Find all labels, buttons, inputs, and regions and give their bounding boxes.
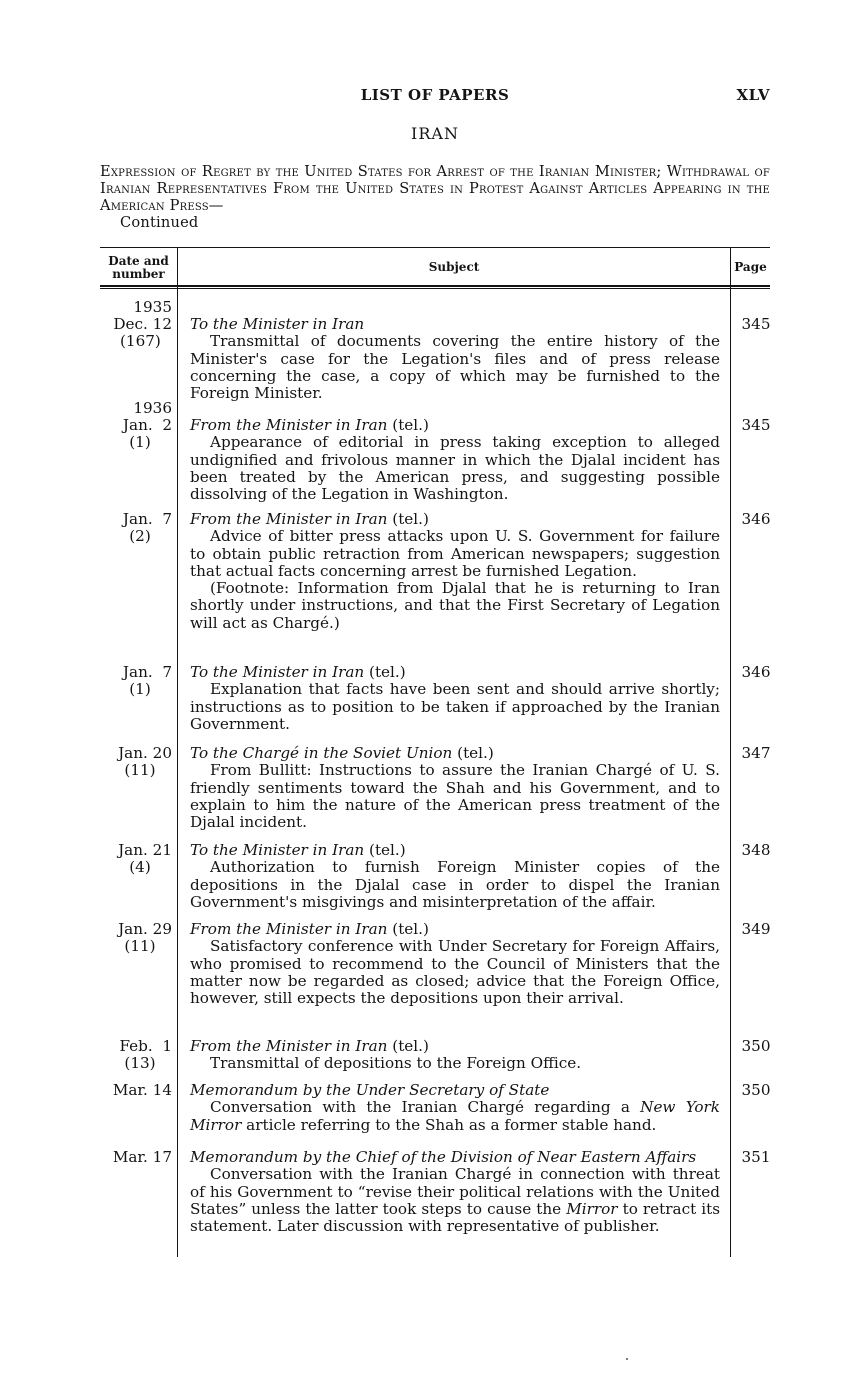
entry-date: Jan. 20 [118, 744, 172, 762]
entry-heading [190, 316, 720, 333]
entry-tel-marker: (tel.) [392, 416, 429, 434]
entry-subject [190, 417, 720, 503]
header-page: Page [734, 260, 767, 274]
entry-page: 346 [741, 510, 771, 528]
header-date-number: Date and number [108, 254, 169, 281]
entry-body: Conversation with the Iranian Chargé regarding a New York Mirror article referring to the Shah as a former stable hand. [190, 1098, 721, 1134]
entry-number: (4) [129, 858, 151, 876]
entry-page: 351 [741, 1148, 771, 1166]
entry-date: Mar. 17 [112, 1148, 172, 1166]
column-divider-date [177, 247, 178, 1257]
entry-body: Transmittal of depositions to the Foreign Office. [210, 1054, 582, 1073]
entry-subject [190, 842, 720, 911]
entry-number: (11) [124, 937, 156, 955]
entry-heading [190, 1149, 720, 1166]
entry-tel-marker: (tel.) [369, 663, 406, 681]
entry-heading-text: From the Minister in Iran [190, 510, 388, 528]
entry-heading [190, 1038, 720, 1055]
entry-page: 345 [741, 416, 771, 434]
entry-heading [190, 1082, 720, 1099]
entry-heading [190, 842, 720, 859]
entry-body: Explanation that facts have been sent and should arrive shortly; instructions as to position to be taken if approached by the Iranian Government. [190, 680, 720, 733]
entry-tel-marker: (tel.) [369, 841, 406, 859]
entry-date: Mar. 14 [112, 1081, 172, 1099]
page-speck [626, 1358, 628, 1360]
entry-heading-text: Memorandum by the Under Secretary of State [190, 1081, 550, 1099]
entry-number: (1) [129, 433, 151, 451]
entry-body: Advice of bitter press attacks upon U. S. Government for failure to obtain public retraction from American newspapers; suggestion that actual facts concerning arrest be furnished Legation. [190, 527, 720, 580]
entry-body: From Bullitt: Instructions to assure the Iranian Chargé of U. S. friendly sentiments toward the Shah and his Government, and to explain to him the nature of the American press treatment of the Djalal incident. [190, 761, 720, 832]
entry-year: 1935 [133, 298, 172, 316]
entry-heading-text: To the Minister in Iran [190, 663, 365, 681]
running-head-title: LIST OF PAPERS [360, 86, 510, 104]
country-heading: IRAN [411, 124, 459, 143]
entry-subject [190, 664, 720, 733]
header-rule-thin [100, 288, 770, 289]
entry-page: 348 [741, 841, 771, 859]
entry-number: (2) [129, 527, 151, 545]
entry-year: 1936 [133, 399, 172, 417]
entry-page: 345 [741, 315, 771, 333]
entry-heading [190, 664, 720, 681]
entry-tel-marker: (tel.) [392, 920, 429, 938]
entry-subject [190, 1038, 720, 1073]
header-subject: Subject [428, 260, 480, 274]
entry-subject [190, 1149, 720, 1235]
entry-body: Authorization to furnish Foreign Minister copies of the depositions in the Djalal case in order to dispel the Iranian Government's misgivings and misinterpretation of the affair. [190, 858, 720, 911]
entry-page: 347 [741, 744, 771, 762]
entry-tel-marker: (tel.) [392, 510, 429, 528]
entry-date: Jan. 7 [122, 510, 172, 528]
entry-date: Feb. 1 [119, 1037, 172, 1055]
entry-heading-text: From the Minister in Iran [190, 920, 388, 938]
entry-date: Dec. 12 [113, 315, 172, 333]
entry-page: 349 [741, 920, 771, 938]
entry-tel-marker: (tel.) [392, 1037, 429, 1055]
running-head [100, 86, 770, 108]
entry-date: Jan. 21 [118, 841, 172, 859]
page-number: XLV [736, 86, 770, 104]
entry-heading [190, 511, 720, 528]
entry-body: Conversation with the Iranian Chargé in connection with threat of his Government to “revise their political relations with the United States” unless the latter took steps to cause the Mirror to retract its statement. Later discussion with representative of publisher. [190, 1165, 720, 1236]
entry-heading [190, 417, 720, 434]
entry-number: (167) [120, 332, 161, 350]
entry-heading-text: Memorandum by the Chief of the Division of Near Eastern Affairs [190, 1148, 697, 1166]
entry-page: 346 [741, 663, 771, 681]
section-heading [100, 163, 770, 231]
entry-date: Jan. 29 [118, 920, 172, 938]
entry-heading [190, 745, 720, 762]
header-rule [100, 285, 770, 287]
section-heading-continued: Continued [120, 214, 199, 231]
entry-page: 350 [741, 1037, 771, 1055]
entry-heading-text: From the Minister in Iran [190, 416, 388, 434]
entry-subject [190, 316, 720, 402]
entry-body: Appearance of editorial in press taking exception to alleged undignified and frivolous manner in which the Djalal incident has been treated by the American press, and suggesting possible dissolving of the Legation in Washington. [190, 433, 720, 504]
entry-subject [190, 921, 720, 1007]
entry-date: Jan. 2 [122, 416, 172, 434]
entry-number: (13) [124, 1054, 156, 1072]
entry-subject [190, 745, 720, 831]
entry-body: Satisfactory conference with Under Secretary for Foreign Affairs, who promised to recommend to the Council of Ministers that the matter now be regarded as closed; advice that the Foreign Office, however, still expects the depositions upon their arrival. [190, 937, 720, 1008]
entry-date: Jan. 7 [122, 663, 172, 681]
entry-heading-text: To the Minister in Iran [190, 841, 365, 859]
section-heading-text: Expression of Regret by the United States for Arrest of the Iranian Minister; Withdrawal of Iranian Representatives From the United States in Protest Against Articles Appearing in the American Press— [100, 163, 770, 214]
entry-body: Transmittal of documents covering the entire history of the Minister's case for the Legation's files and of press release concerning the case, a copy of which may be furnished to the Foreign Minister. [190, 332, 720, 403]
entry-page: 350 [741, 1081, 771, 1099]
entry-heading-text: To the Chargé in the Soviet Union [190, 744, 453, 762]
entry-heading-text: To the Minister in Iran [190, 315, 365, 333]
entry-subject [190, 1082, 720, 1134]
entry-heading [190, 921, 720, 938]
entry-tel-marker: (tel.) [457, 744, 494, 762]
entry-footnote: (Footnote: Information from Djalal that he is returning to Iran shortly under instructions, and that the First Secretary of Legation will act as Chargé.) [190, 579, 720, 632]
entry-subject [190, 511, 720, 632]
entry-heading-text: From the Minister in Iran [190, 1037, 388, 1055]
entry-number: (11) [124, 761, 156, 779]
entry-number: (1) [129, 680, 151, 698]
table-top-rule [100, 247, 770, 248]
